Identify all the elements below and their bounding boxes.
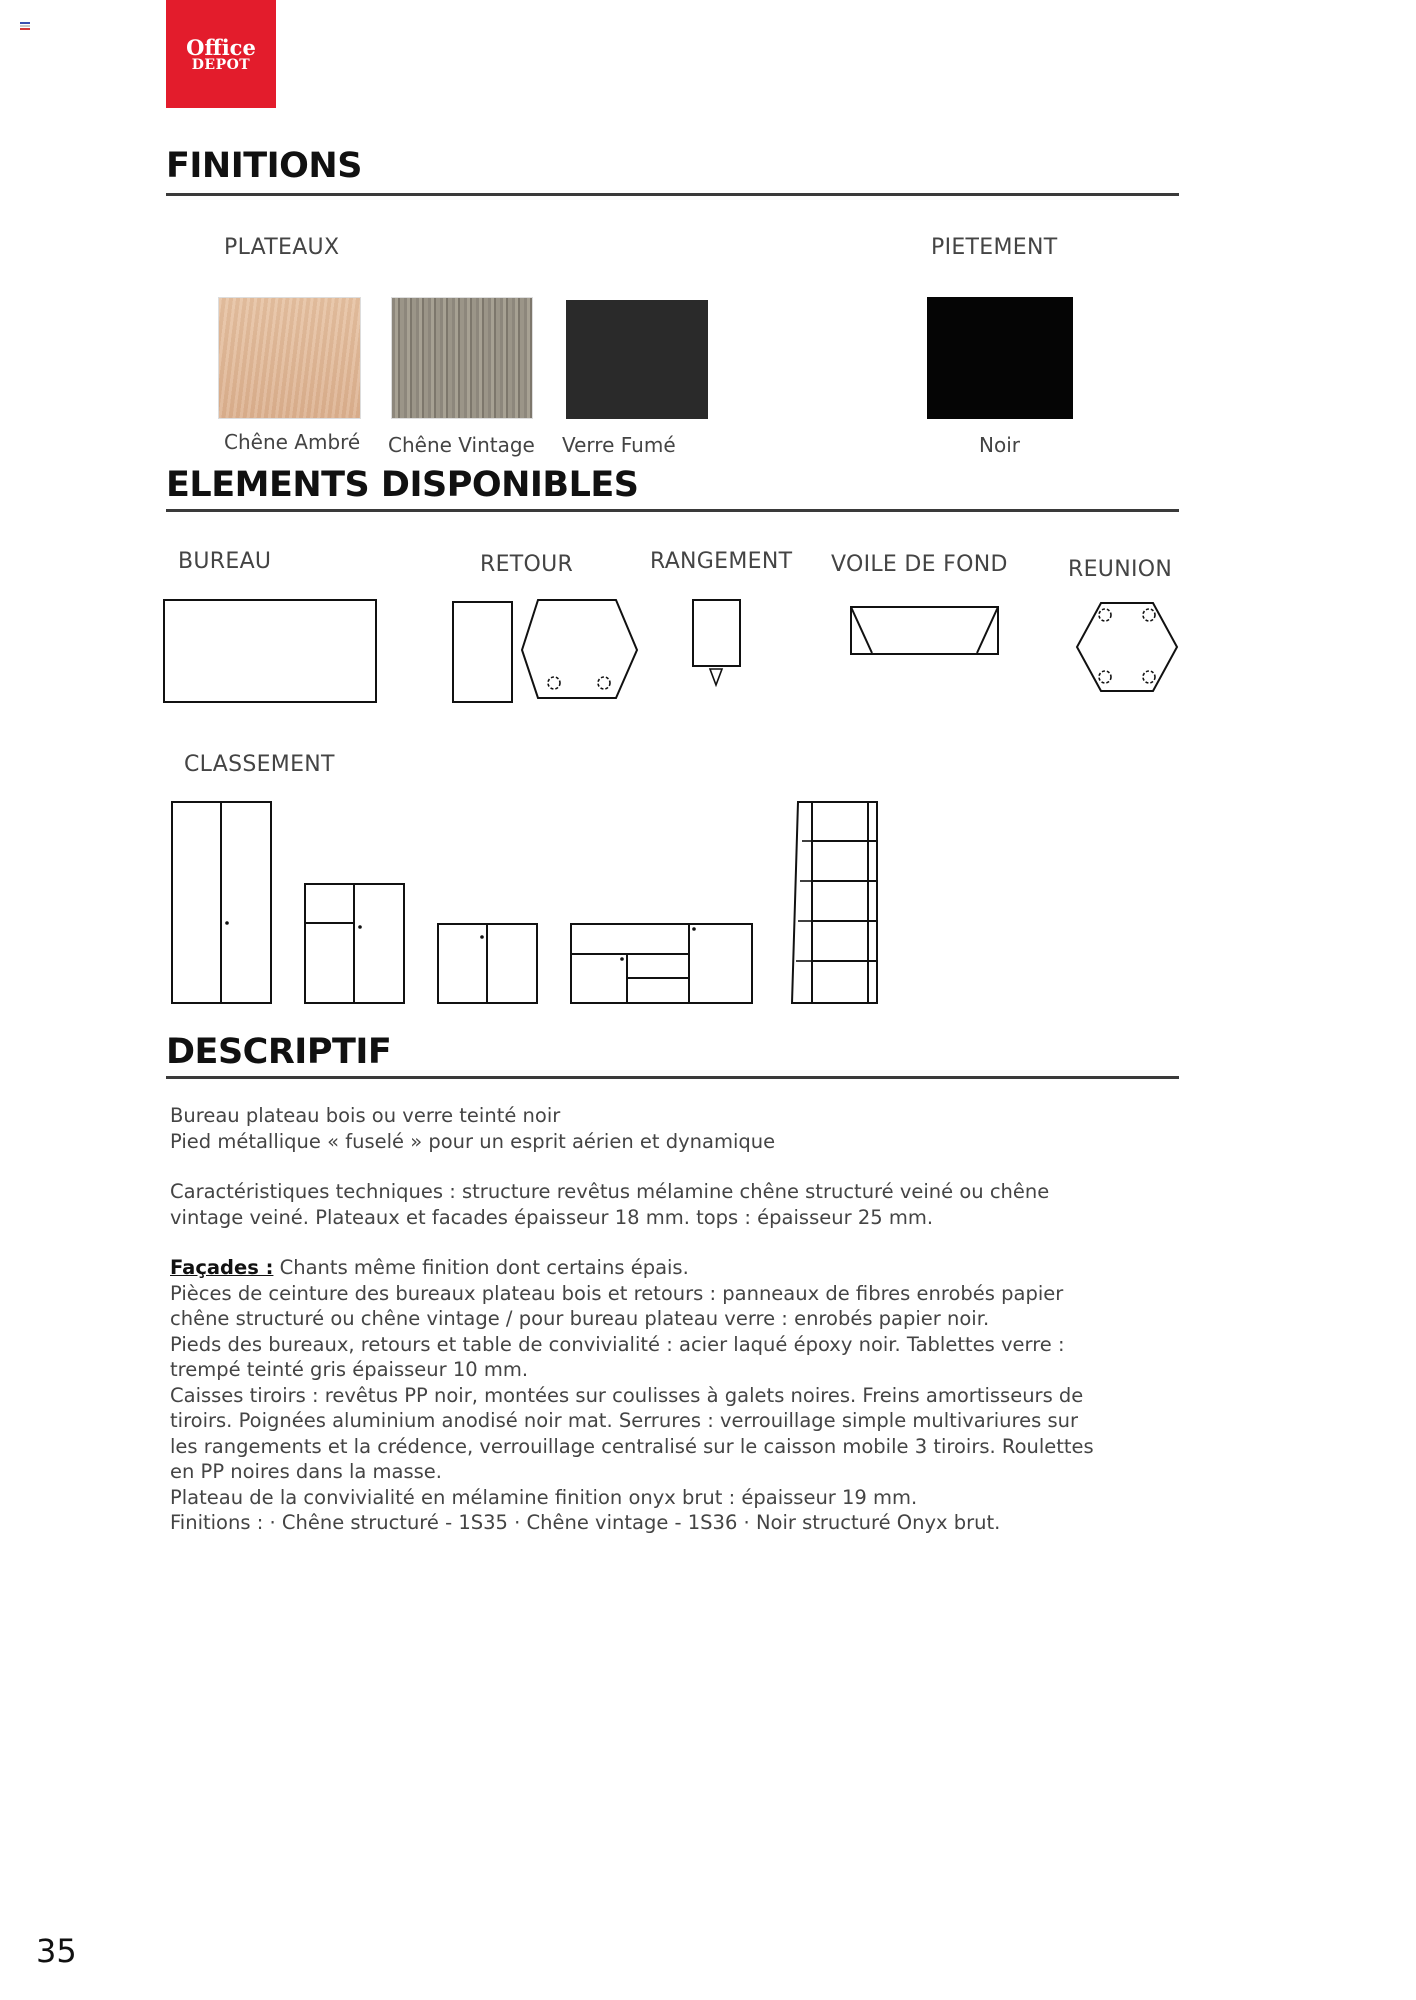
swatch-chene-ambre bbox=[218, 297, 361, 419]
swatch-noir bbox=[927, 297, 1073, 419]
facades-heading: Façades : bbox=[170, 1256, 274, 1279]
reunion-label: REUNION bbox=[1068, 557, 1173, 582]
swatch-name-verre-fume: Verre Fumé bbox=[562, 433, 676, 457]
swatch-chene-vintage bbox=[391, 297, 533, 419]
desc-line: en PP noires dans la masse. bbox=[170, 1460, 442, 1483]
descriptif-title: DESCRIPTIF bbox=[166, 1032, 392, 1072]
desc-line: Pièces de ceinture des bureaux plateau bois et retours : panneaux de fibres enrobés papier bbox=[170, 1281, 1064, 1305]
bibliotheque-diagram bbox=[790, 801, 890, 1005]
desc-line: chêne structuré ou chêne vintage / pour bureau plateau verre : enrobés papier noir. bbox=[170, 1307, 990, 1330]
desc-line: trempé teinté gris épaisseur 10 mm. bbox=[170, 1358, 529, 1381]
bureau-label: BUREAU bbox=[178, 549, 272, 574]
bureau-diagram bbox=[163, 599, 377, 703]
desc-line: Finitions : · Chêne structuré - 1S35 · Chêne vintage - 1S36 · Noir structuré Onyx brut. bbox=[170, 1511, 1001, 1534]
elements-rule bbox=[166, 509, 1179, 512]
desc-line: Caractéristiques techniques : structure revêtus mélamine chêne structuré veiné ou chêne bbox=[170, 1180, 1050, 1203]
reunion-diagram bbox=[1075, 601, 1179, 693]
pietement-label: PIETEMENT bbox=[931, 235, 1058, 260]
voile-label: VOILE DE FOND bbox=[831, 552, 1008, 577]
classement-label: CLASSEMENT bbox=[184, 752, 335, 777]
desc-line: Bureau plateau bois ou verre teinté noir bbox=[170, 1104, 561, 1127]
desc-line: Plateau de la convivialité en mélamine finition onyx brut : épaisseur 19 mm. bbox=[170, 1485, 918, 1509]
retour-label: RETOUR bbox=[480, 552, 574, 577]
voile-de-fond-diagram bbox=[850, 606, 1000, 656]
swatch-name-noir: Noir bbox=[979, 433, 1020, 457]
facades-line bbox=[170, 1255, 1094, 1281]
desc-line: Pied métallique « fuselé » pour un esprit aérien et dynamique bbox=[170, 1129, 776, 1153]
logo-line-2: DEPOT bbox=[191, 56, 251, 73]
plateaux-label: PLATEAUX bbox=[224, 235, 340, 260]
rangement-diagram bbox=[692, 599, 742, 691]
page-number: 35 bbox=[36, 1932, 77, 1970]
swatch-name-chene-vintage: Chêne Vintage bbox=[388, 433, 535, 457]
desc-line: Chants même finition dont certains épais. bbox=[273, 1256, 689, 1279]
descriptif-body bbox=[170, 1103, 1094, 1536]
elements-title: ELEMENTS DISPONIBLES bbox=[166, 465, 639, 505]
armoire-haute-diagram bbox=[171, 801, 273, 1005]
credence-diagram bbox=[570, 923, 754, 1005]
desc-line: Caisses tiroirs : revêtus PP noir, montées sur coulisses à galets noires. Freins amortisseurs de bbox=[170, 1383, 1084, 1407]
flag-icon bbox=[20, 22, 30, 30]
retour-diagram bbox=[451, 598, 639, 704]
armoire-basse-diagram bbox=[437, 923, 539, 1005]
desc-line: les rangements et la crédence, verrouillage centralisé sur le caisson mobile 3 tiroirs. Roulettes bbox=[170, 1434, 1094, 1458]
finitions-title: FINITIONS bbox=[166, 146, 362, 186]
desc-line: vintage veiné. Plateaux et facades épaisseur 18 mm. tops : épaisseur 25 mm. bbox=[170, 1205, 934, 1229]
swatch-verre-fume bbox=[566, 300, 708, 419]
rangement-label: RANGEMENT bbox=[650, 549, 793, 574]
swatch-name-chene-ambre: Chêne Ambré bbox=[224, 430, 361, 454]
office-depot-logo bbox=[166, 0, 276, 108]
desc-line: Pieds des bureaux, retours et table de convivialité : acier laqué époxy noir. Tablettes verre : bbox=[170, 1332, 1065, 1356]
desc-line: tiroirs. Poignées aluminium anodisé noir mat. Serrures : verrouillage simple multivariures sur bbox=[170, 1409, 1079, 1432]
logo-line-1: Office bbox=[186, 34, 256, 60]
descriptif-rule bbox=[166, 1076, 1179, 1079]
finitions-rule bbox=[166, 193, 1179, 196]
armoire-moyenne-diagram bbox=[304, 883, 406, 1005]
